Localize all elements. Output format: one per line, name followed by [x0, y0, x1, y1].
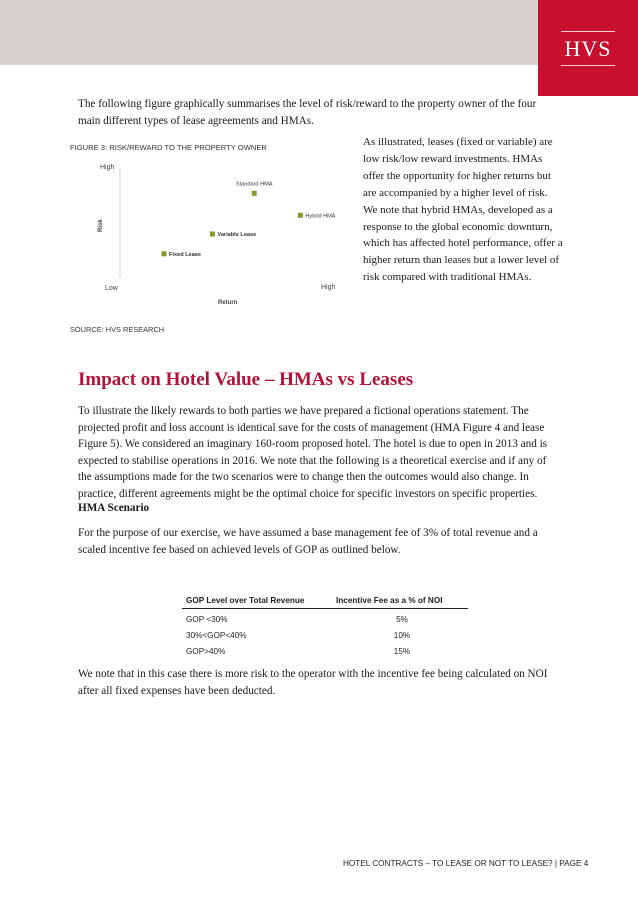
data-point-fixed-lease [162, 251, 167, 256]
section-paragraph-1: To illustrate the likely rewards to both parties we have prepared a fictional operations statement. The projected profit and loss account is identical save for the costs of management (HMA Figure 4 and lease Figure 5). We considered an imaginary 160-room proposed hotel. The hotel is due to open in 2013 and is expected to stabilise operations in 2016. We note that the following is a theoretical exercise and if any of the assumptions made for the two scenarios were to change then the outcomes would also change. In practice, different agreements might be the optimal choice for specific investors on specific properties. [78, 405, 548, 500]
y-tick-high: High [100, 164, 115, 171]
table-row [182, 611, 468, 627]
section-paragraph-2: For the purpose of our exercise, we have assumed a base management fee of 3% of total revenue and a scaled incentive fee based on achieved levels of GOP as outlined below. [78, 527, 538, 556]
data-label-fixed-lease: Fixed Lease [169, 251, 202, 258]
figure-source: SOURCE: HVS RESEARCH [70, 325, 165, 334]
risk-reward-chart [78, 158, 348, 308]
intro-paragraph: The following figure graphically summarises the level of risk/reward to the property owner of the four main different types of lease agreements and HMAs. [78, 98, 537, 127]
table-cell: 15% [393, 646, 411, 656]
section-paragraph-3: We note that in this case there is more risk to the operator with the incentive fee being calculated on NOI after all fixed expenses have been deducted. [78, 668, 548, 697]
hvs-logo [538, 0, 638, 96]
x-axis-label: Return [218, 300, 238, 306]
data-label-standard-hma: Standard HMA [235, 181, 273, 188]
x-tick-low: Low [105, 285, 118, 292]
section-title: Impact on Hotel Value – HMAs vs Leases [78, 369, 414, 390]
table-row [182, 627, 468, 643]
table-header-row [182, 593, 468, 609]
table-cell: GOP>40% [186, 646, 226, 656]
y-axis-label: Risk [98, 219, 104, 232]
header-gop-level: GOP Level over Total Revenue [186, 596, 305, 605]
figure-title: FIGURE 3: RISK/REWARD TO THE PROPERTY OWNER [70, 143, 267, 152]
header-incentive-fee: Incentive Fee as a % of NOI [336, 596, 443, 605]
x-tick-high: High [321, 284, 336, 291]
table-cell: 10% [393, 630, 411, 640]
page-footer: HOTEL CONTRACTS – TO LEASE OR NOT TO LEASE? | PAGE 4 [343, 859, 589, 868]
data-label-variable-lease: Variable Lease [217, 232, 257, 238]
data-label-hybrid-hma: Hybrid HMA [305, 213, 336, 220]
logo-text: HVS [564, 35, 612, 61]
data-point-hybrid-hma [298, 213, 303, 218]
table-cell: 30%<GOP<40% [186, 630, 247, 640]
side-paragraph: As illustrated, leases (fixed or variable) are low risk/low reward investments. HMAs offer the opportunity for higher returns but are accompanied by a higher level of risk. We note that hybrid HMAs, developed as a response to the global economic downturn, which has affected hotel performance, offer a higher return than leases but a lower level of risk compared with traditional HMAs. [363, 136, 563, 284]
hma-scenario-heading: HMA Scenario [78, 502, 150, 514]
incentive-fee-table [182, 593, 468, 659]
table-cell: 5% [396, 614, 408, 624]
table-row [182, 643, 468, 659]
data-point-variable-lease [210, 232, 215, 237]
data-point-standard-hma [252, 191, 257, 196]
table-cell: GOP <30% [186, 614, 228, 624]
chart-svg [78, 158, 348, 308]
